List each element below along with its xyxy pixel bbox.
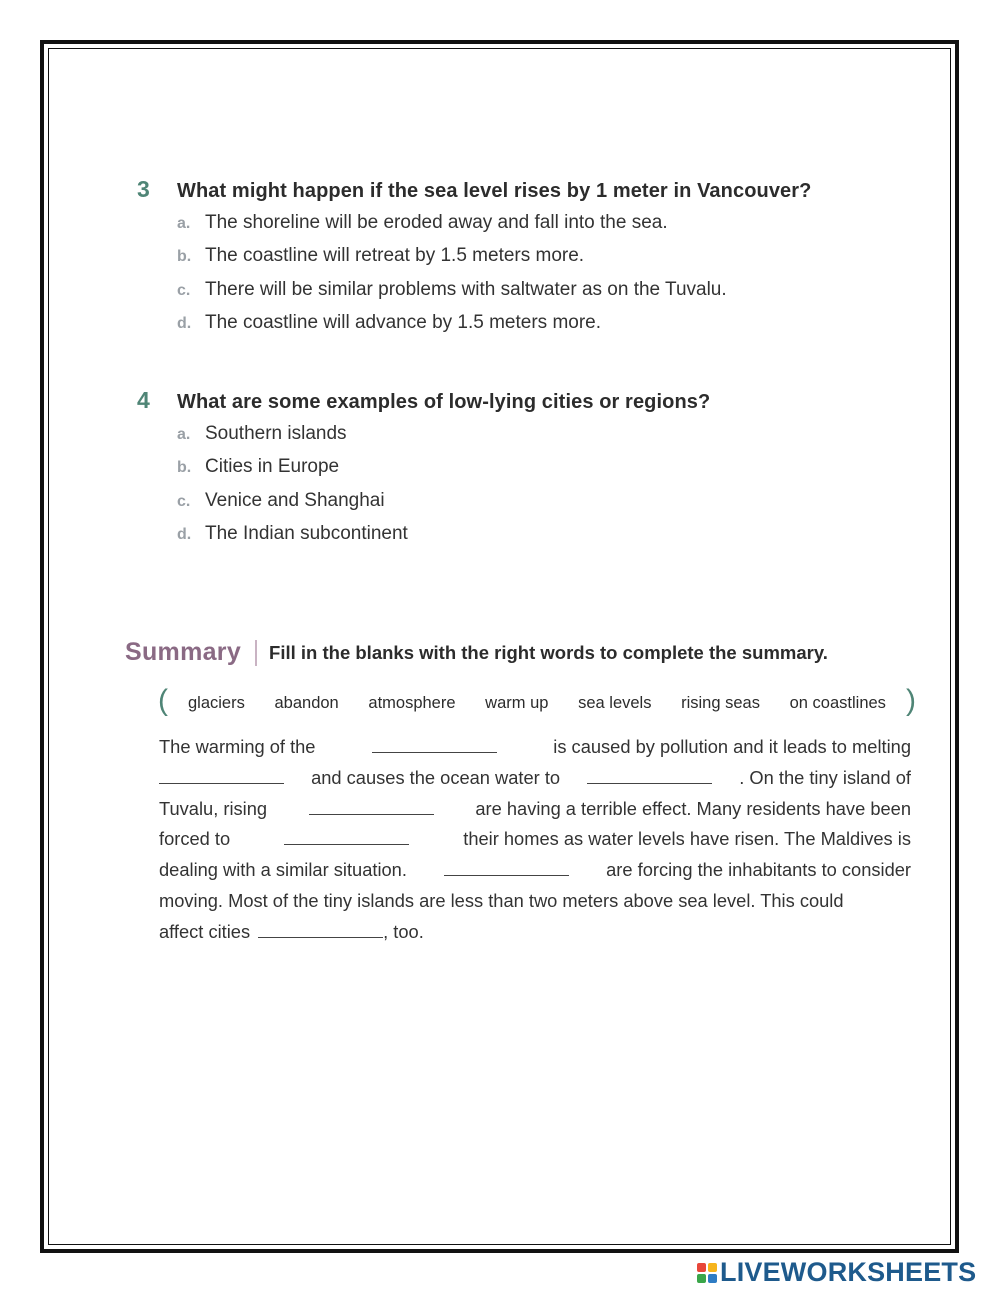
option-text: The coastline will retreat by 1.5 meters more. bbox=[205, 245, 585, 267]
question-4 bbox=[137, 387, 710, 556]
blank-3[interactable] bbox=[587, 767, 712, 784]
option-a[interactable] bbox=[177, 212, 811, 245]
option-d[interactable] bbox=[177, 312, 811, 345]
logo-square bbox=[708, 1263, 717, 1272]
blank-4[interactable] bbox=[309, 798, 434, 815]
summary-text: , too. bbox=[383, 920, 424, 942]
option-letter: d. bbox=[177, 525, 192, 543]
liveworksheets-logo bbox=[697, 1257, 976, 1288]
option-b[interactable] bbox=[177, 456, 710, 489]
option-text: The coastline will advance by 1.5 meters more. bbox=[205, 311, 602, 333]
summary-text: are having a terrible effect. Many residents have been bbox=[475, 797, 911, 819]
summary-divider bbox=[255, 640, 257, 666]
word-bank bbox=[158, 686, 916, 722]
summary-text: . On the tiny island of bbox=[739, 766, 911, 788]
option-c[interactable] bbox=[177, 490, 710, 523]
logo-square bbox=[697, 1274, 706, 1283]
option-letter: b. bbox=[177, 248, 192, 266]
summary-line bbox=[159, 736, 911, 767]
option-letter: c. bbox=[177, 281, 191, 299]
summary-text: The warming of the bbox=[159, 736, 316, 757]
summary-title: Summary bbox=[125, 638, 242, 666]
blank-1[interactable] bbox=[372, 736, 497, 753]
summary-text: forced to bbox=[159, 828, 231, 850]
logo-square bbox=[708, 1274, 717, 1283]
summary-text: Tuvalu, rising bbox=[159, 797, 268, 819]
summary-text: moving. Most of the tiny islands are less than two meters above sea level. This could bbox=[159, 889, 844, 911]
question-number: 3 bbox=[137, 176, 150, 202]
summary-line bbox=[159, 921, 911, 952]
summary-text: their homes as water levels have risen. The Maldives is bbox=[463, 828, 911, 850]
option-text: Southern islands bbox=[205, 423, 347, 444]
summary-line bbox=[159, 798, 911, 829]
question-3 bbox=[137, 176, 811, 345]
question-text: What might happen if the sea level rises by 1 meter in Vancouver? bbox=[177, 180, 812, 202]
word-bank-word[interactable]: glaciers bbox=[188, 694, 245, 712]
summary-instruction: Fill in the blanks with the right words to complete the summary. bbox=[269, 641, 828, 663]
option-text: Venice and Shanghai bbox=[205, 489, 385, 511]
word-bank-word[interactable]: atmosphere bbox=[368, 694, 456, 712]
summary-paragraph bbox=[159, 736, 911, 952]
summary-text: are forcing the inhabitants to consider bbox=[606, 859, 911, 881]
summary-line bbox=[159, 859, 911, 890]
blank-7[interactable] bbox=[258, 921, 383, 938]
logo-square bbox=[697, 1263, 706, 1272]
word-bank-close-paren: ) bbox=[906, 684, 916, 717]
option-letter: d. bbox=[177, 314, 192, 332]
word-bank-word[interactable]: rising seas bbox=[681, 694, 760, 712]
summary-header bbox=[125, 638, 828, 667]
summary-text: dealing with a similar situation. bbox=[159, 859, 407, 881]
summary-text: and causes the ocean water to bbox=[311, 766, 561, 788]
word-bank-word[interactable]: sea levels bbox=[578, 694, 652, 712]
summary-line bbox=[159, 828, 911, 859]
option-b[interactable] bbox=[177, 245, 811, 278]
option-text: The shoreline will be eroded away and fall into the sea. bbox=[205, 212, 668, 233]
summary-line bbox=[159, 767, 911, 798]
question-number: 4 bbox=[137, 387, 150, 413]
word-bank-word[interactable]: on coastlines bbox=[789, 694, 886, 712]
logo-text: LIVEWORKSHEETS bbox=[720, 1257, 977, 1287]
option-text: The Indian subcontinent bbox=[205, 522, 408, 544]
blank-6[interactable] bbox=[444, 859, 569, 876]
word-bank-word[interactable]: abandon bbox=[274, 694, 339, 712]
option-letter: c. bbox=[177, 492, 191, 510]
logo-grid-icon bbox=[697, 1263, 717, 1283]
option-d[interactable] bbox=[177, 523, 710, 556]
option-text: There will be similar problems with saltwater as on the Tuvalu. bbox=[205, 278, 727, 300]
blank-2[interactable] bbox=[159, 767, 284, 784]
blank-5[interactable] bbox=[284, 828, 409, 845]
question-text: What are some examples of low-lying cities or regions? bbox=[177, 391, 711, 413]
summary-text: is caused by pollution and it leads to melting bbox=[553, 736, 911, 757]
summary-line bbox=[159, 890, 911, 921]
summary-text: affect cities bbox=[159, 920, 251, 942]
word-bank-open-paren: ( bbox=[158, 684, 168, 717]
word-bank-word[interactable]: warm up bbox=[485, 694, 549, 712]
option-letter: b. bbox=[177, 459, 192, 477]
option-letter: a. bbox=[177, 215, 191, 232]
option-text: Cities in Europe bbox=[205, 456, 340, 478]
option-c[interactable] bbox=[177, 279, 811, 312]
option-a[interactable] bbox=[177, 423, 710, 456]
option-letter: a. bbox=[177, 426, 191, 443]
